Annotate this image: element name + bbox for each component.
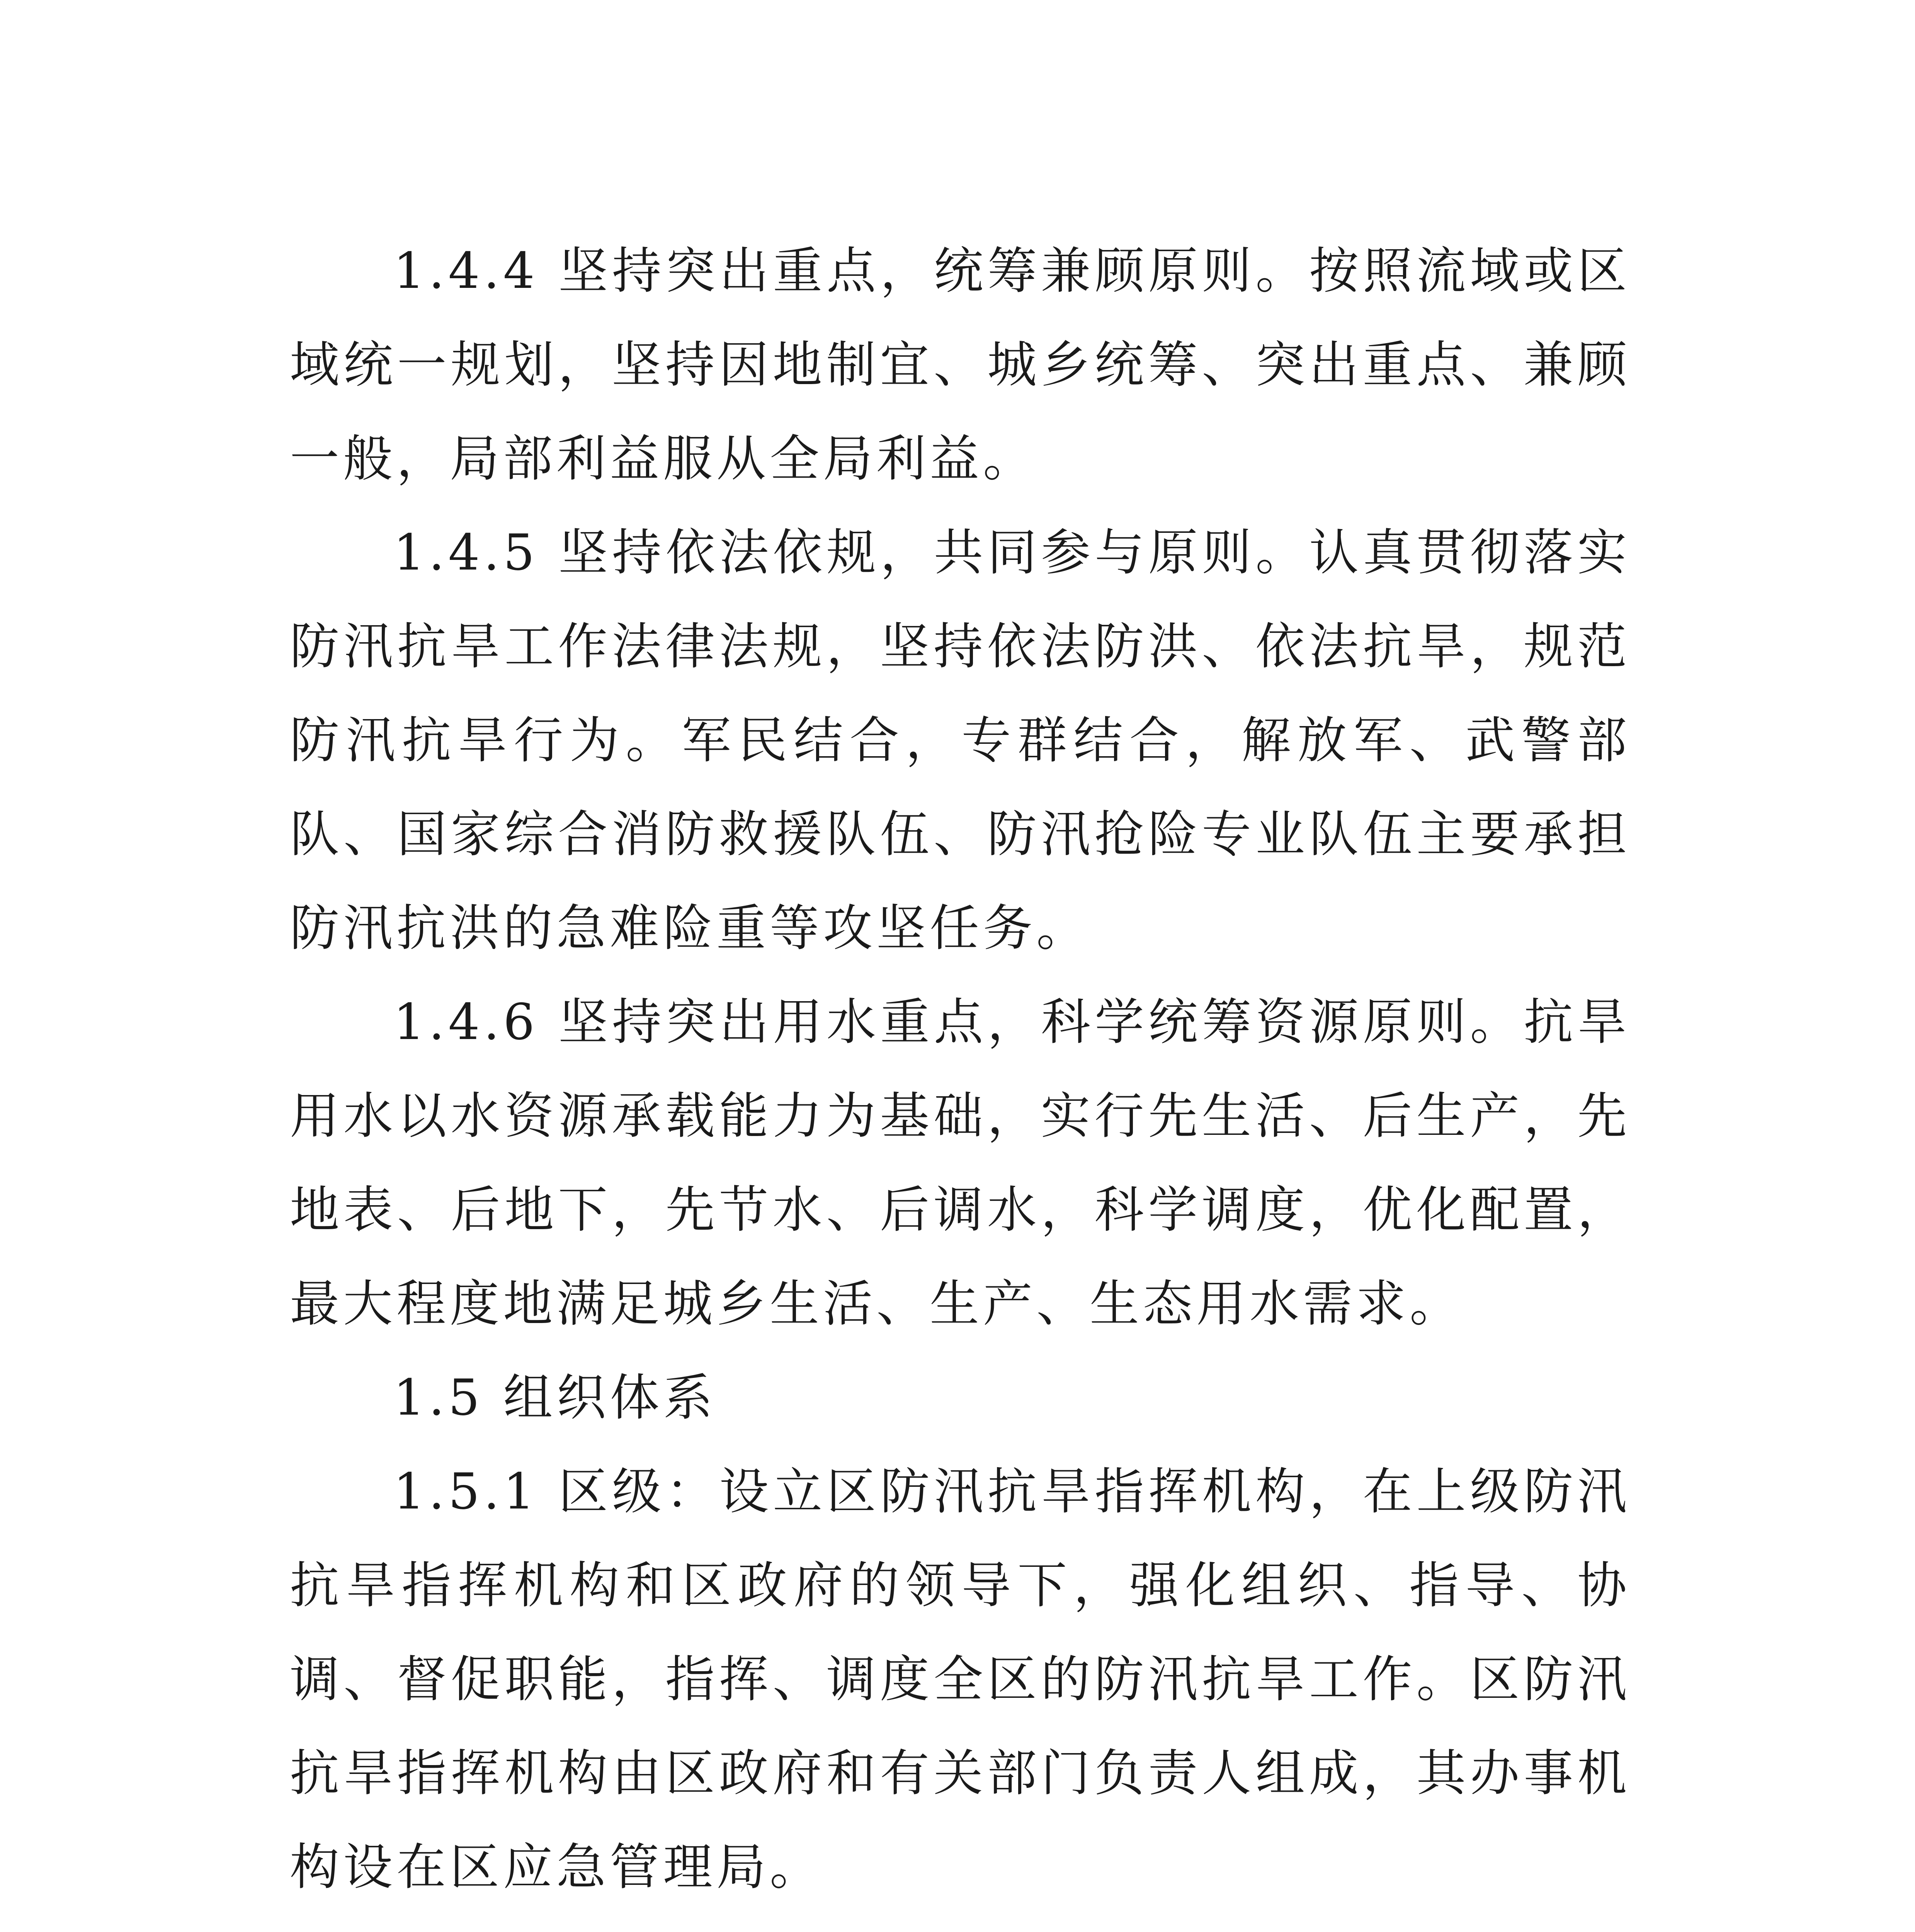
paragraph-1-4-6: 1.4.6 坚持突出用水重点，科学统筹资源原则。抗旱用水以水资源承载能力为基础，实行先生活、后生产，先地表、后地下，先节水、后调水，科学调度，优化配置，最大程度地满足城乡生活、生产、生态用水需求。 [290,993,1631,1333]
paragraph-1-4-5: 1.4.5 坚持依法依规，共同参与原则。认真贯彻落实防汛抗旱工作法律法规，坚持依法防洪、依法抗旱，规范防汛抗旱行为。军民结合，专群结合，解放军、武警部队、国家综合消防救援队伍、防汛抢险专业队伍主要承担防汛抗洪的急难险重等攻坚任务。 [290,524,1631,957]
paragraph-township [290,1914,1631,1932]
document-body [290,224,1631,1932]
section-heading-1-5: 1.5 组织体系 [393,1369,717,1427]
paragraph-1-4-4: 1.4.4 坚持突出重点，统筹兼顾原则。按照流域或区域统一规划，坚持因地制宜、城乡统筹、突出重点、兼顾一般，局部利益服从全局利益。 [290,242,1631,488]
paragraph-1-5-1: 1.5.1 区级：设立区防汛抗旱指挥机构，在上级防汛抗旱指挥机构和区政府的领导下，强化组织、指导、协调、督促职能，指挥、调度全区的防汛抗旱工作。区防汛抗旱指挥机构由区政府和有关部门负责人组成，其办事机构设在区应急管理局。 [290,1463,1631,1896]
